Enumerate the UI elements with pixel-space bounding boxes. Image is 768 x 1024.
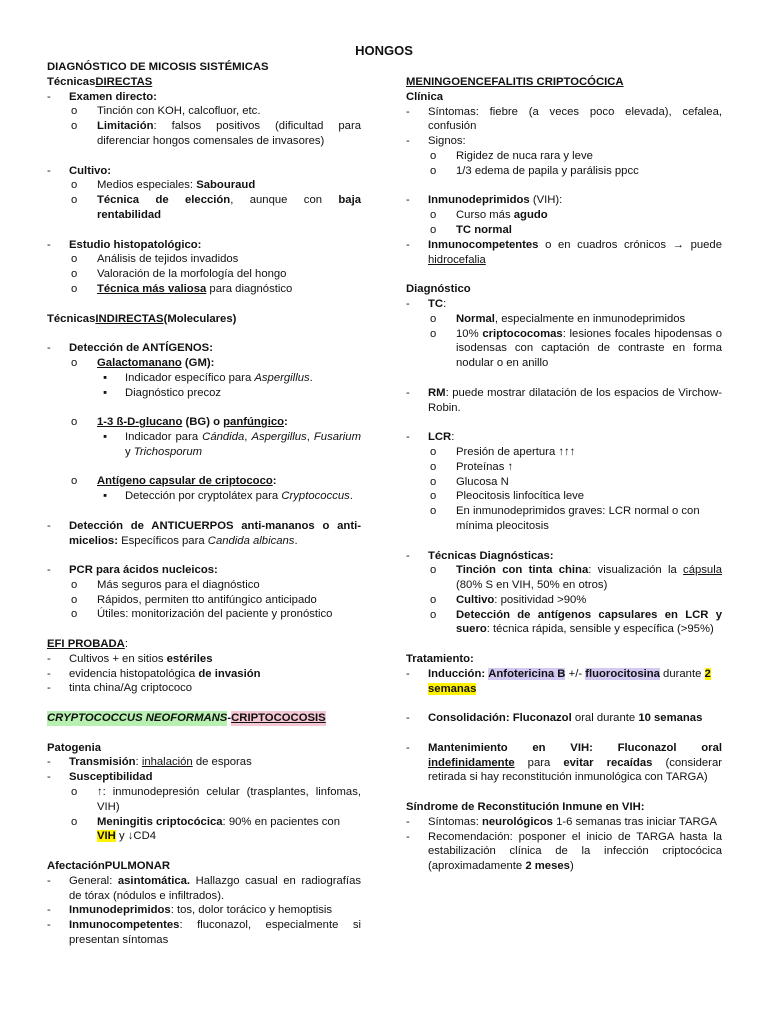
- section-heading: MENINGOENCEFALITIS CRIPTOCÓCICA: [406, 76, 624, 88]
- list-item: o Pleocitosis linfocítica leve: [430, 490, 585, 503]
- list-item: - Síntomas: neurológicos 1-6 semanas tras iniciar TARGA: [406, 815, 718, 828]
- section-heading: DIAGNÓSTICO DE MICOSIS SISTÉMICAS: [47, 61, 269, 73]
- list-item: - Mantenimiento en VIH: Fluconazol oral indefinidamente para evitar recaídas (considerar retirada si hay reconstitución inmunológica con TARGA): [406, 741, 722, 784]
- list-item: o Curso más agudo: [430, 209, 548, 222]
- list-item: - LCR:: [406, 431, 455, 444]
- list-item: - Susceptibilidad: [47, 771, 153, 784]
- list-item: - Inmunodeprimidos (VIH):: [406, 194, 563, 207]
- list-item: o Más seguros para el diagnóstico: [71, 578, 260, 591]
- subsection-heading: Síndrome de Reconstitución Inmune en VIH:: [406, 801, 645, 814]
- subsection-heading: EFI PROBADA :: [47, 638, 128, 651]
- list-item: - Cultivo:: [47, 164, 112, 177]
- list-item: - Consolidación: Fluconazol oral durante 10 semanas: [406, 712, 703, 725]
- list-item: o Técnica de elección, aunque con baja rentabilidad: [71, 194, 361, 221]
- list-item: - Recomendación: posponer el inicio de TARGA hasta la estabilización clínica de la infección criptocócica (aproximadamente 2 meses): [406, 830, 722, 873]
- subsection-heading: Técnicas DIRECTAS: [47, 75, 153, 88]
- list-item: o Valoración de la morfología del hongo: [71, 268, 287, 281]
- list-item: ▪ Diagnóstico precoz: [103, 386, 222, 399]
- list-item: o Glucosa N: [430, 475, 509, 488]
- list-item: o Útiles: monitorización del paciente y pronóstico: [71, 608, 333, 621]
- list-item: - Detección de ANTÍGENOS:: [47, 342, 213, 355]
- section-heading: CRYPTOCOCCUS NEOFORMANS - CRIPTOCOCOSIS: [47, 712, 326, 725]
- page-title: HONGOS: [355, 43, 413, 58]
- list-item: - Inmunocompetentes o en cuadros crónicos → puede hidrocefalia: [406, 238, 722, 266]
- subsection-heading: Tratamiento:: [406, 653, 474, 666]
- list-item: - Inducción: Anfotericina B +/- fluorocitosina durante 2 semanas: [406, 667, 711, 695]
- list-item: o Detección de antígenos capsulares en LCR y suero: técnica rápida, sensible y específica (>95%): [430, 608, 722, 636]
- list-item: ▪ Indicador específico para Aspergillus.: [103, 371, 313, 384]
- list-item: - Detección de ANTICUERPOS anti-mananos o anti-micelios: Específicos para Candida albicans.: [47, 519, 361, 547]
- subsection-heading: Clínica: [406, 90, 444, 103]
- list-item: - Cultivos + en sitios estériles: [47, 652, 213, 665]
- left-column: [47, 60, 361, 948]
- list-item: o Presión de apertura ↑↑↑: [430, 445, 576, 458]
- list-item: - Inmunodeprimidos: tos, dolor torácico y hemoptisis: [47, 904, 333, 917]
- list-item: - Signos:: [406, 135, 466, 148]
- list-item: o Tinción con KOH, calcofluor, etc.: [71, 105, 261, 118]
- list-item: - Técnicas Diagnósticas:: [406, 549, 554, 562]
- list-item: - RM: puede mostrar dilatación de los espacios de Virchow-Robin.: [406, 386, 722, 414]
- subsection-heading: Técnicas INDIRECTAS (Moleculares): [47, 312, 237, 325]
- list-item: o ↑: inmunodepresión celular (trasplantes, linfomas, VIH): [71, 786, 361, 813]
- list-item: ▪ Detección por cryptolátex para Cryptococcus.: [103, 490, 353, 503]
- list-item: o Medios especiales: Sabouraud: [71, 179, 256, 192]
- list-item: o Cultivo: positividad >90%: [430, 593, 587, 606]
- list-item: o Galactomanano (GM):: [71, 356, 215, 369]
- list-item: o Limitación: falsos positivos (dificultad para diferenciar hongos comensales de invasores): [71, 120, 361, 147]
- list-item: o TC normal: [430, 223, 512, 236]
- list-item: o Tinción con tinta china: visualización la cápsula (80% S en VIH, 50% en otros): [430, 564, 722, 592]
- list-item: - PCR para ácidos nucleicos:: [47, 564, 218, 577]
- list-item: o Análisis de tejidos invadidos: [71, 253, 239, 266]
- list-item: o En inmunodeprimidos graves: LCR normal o con mínima pleocitosis: [430, 505, 700, 532]
- list-item: - TC:: [406, 297, 447, 310]
- list-item: o Meningitis criptocócica: 90% en pacientes con VIH y ↓CD4: [71, 815, 340, 843]
- list-item: o 1/3 edema de papila y parálisis ppcc: [430, 164, 639, 177]
- right-column: [406, 75, 722, 874]
- list-item: ▪ Indicador para Cándida, Aspergillus, Fusarium y Trichosporum: [103, 430, 361, 458]
- list-item: - General: asintomática. Hallazgo casual en radiografías de tórax (nódulos e infiltrados).: [47, 874, 362, 902]
- list-item: o Rápidos, permiten tto antifúngico anticipado: [71, 593, 317, 606]
- list-item: o Rigidez de nuca rara y leve: [430, 149, 593, 162]
- list-item: o Técnica más valiosa para diagnóstico: [71, 282, 293, 295]
- subsection-heading: Afectación PULMONAR: [47, 860, 171, 873]
- list-item: o 10% criptococomas: lesiones focales hipodensas o isodensas con captación de contraste en forma nodular o en anillo: [430, 327, 722, 370]
- list-item: o Proteínas ↑: [430, 460, 514, 473]
- list-item: o 1-3 ß-D-glucano (BG) o panfúngico:: [71, 416, 288, 429]
- list-item: o Antígeno capsular de criptococo:: [71, 475, 277, 488]
- list-item: - Examen directo:: [47, 90, 157, 103]
- subsection-heading: Diagnóstico: [406, 283, 471, 296]
- subsection-heading: Patogenia: [47, 741, 101, 754]
- list-item: - tinta china/Ag criptococo: [47, 682, 193, 695]
- list-item: o Normal, especialmente en inmunodeprimidos: [430, 312, 686, 325]
- list-item: - Estudio histopatológico:: [47, 238, 202, 251]
- list-item: - Transmisión: inhalación de esporas: [47, 756, 252, 769]
- list-item: - Síntomas: fiebre (a veces poco elevada), cefalea, confusión: [406, 105, 722, 133]
- list-item: - evidencia histopatológica de invasión: [47, 667, 261, 680]
- list-item: - Inmunocompetentes: fluconazol, especialmente si presentan síntomas: [47, 919, 361, 947]
